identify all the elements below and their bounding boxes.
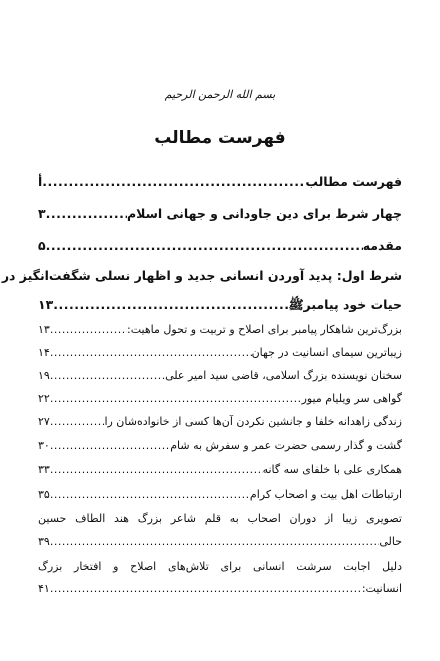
toc-entry-title: زندگی زاهدانه خلفا و جانشین نکردن آن‌ها کسی از خانواده‌شان را <box>104 415 402 428</box>
toc-entry-title: چهار شرط برای دین جاودانی و جهانی اسلام <box>126 206 402 221</box>
toc-entry-page: ۳۰ <box>38 439 50 452</box>
toc-entry[interactable] <box>38 297 402 316</box>
toc-subentry[interactable] <box>38 346 402 359</box>
leader-dots <box>46 238 363 253</box>
toc-entry-page: ۱۹ <box>38 369 50 382</box>
toc-entry-page: ۳۹ <box>38 535 50 548</box>
page-title: فهرست مطالب <box>154 128 286 148</box>
toc-entry-title: زیباترین سیمای انسانیت در جهان <box>251 346 402 359</box>
leader-dots <box>50 463 263 476</box>
leader-dots <box>50 439 170 452</box>
leader-dots <box>53 297 288 312</box>
toc-entry-page: ۱۳ <box>38 297 54 312</box>
toc-entry-page: أ <box>38 174 43 189</box>
toc-entry-title: مقدمه <box>362 238 402 253</box>
leader-dots <box>50 369 165 382</box>
toc-entry-page: ۳۳ <box>38 463 50 476</box>
toc-subentry[interactable] <box>38 369 402 382</box>
toc-entry[interactable] <box>38 238 402 253</box>
toc-entry-page: ۳ <box>38 206 46 221</box>
toc-entry-page: ۲۷ <box>38 415 50 428</box>
toc-entry-title: همکاری علی با خلفای سه گانه <box>262 463 402 476</box>
toc-subentry[interactable] <box>38 582 402 595</box>
toc-entry-page: ۵ <box>38 238 46 253</box>
toc-entry-title: حیات خود پیامبرﷺ <box>288 297 402 312</box>
leader-dots <box>50 392 302 405</box>
toc-subentry[interactable] <box>38 439 402 452</box>
leader-dots <box>50 323 127 336</box>
leader-dots <box>42 174 305 189</box>
toc-entry-title: بزرگ‌ترین شاهکار پیامبر برای اصلاح و تربیت و تحول ماهیت: <box>127 323 402 336</box>
toc-subentry[interactable] <box>38 488 402 501</box>
toc-entry-title: سخنان نویسنده بزرگ اسلامی، قاضی سید امیر علی <box>165 369 402 382</box>
leader-dots <box>50 346 252 359</box>
toc-entry[interactable] <box>38 206 402 221</box>
toc-subentry-first-line: تصویری زیبا از دوران اصحاب به قلم شاعر بزرگ هند الطاف حسین <box>38 512 402 525</box>
toc-entry-title: گشت و گذار رسمی حضرت عمر و سفرش به شام <box>170 439 402 452</box>
toc-entry-page: ۴۱ <box>38 582 50 595</box>
toc-entry-page: ۳۵ <box>38 488 50 501</box>
toc-entry-title: ارتباطات اهل بیت و اصحاب کرام <box>249 488 402 501</box>
toc-entry-first-line: شرط اول: پدید آوردن انسانی جدید و اظهار نسلی شگفت‌انگیز در <box>1 268 402 283</box>
toc-entry-page: ۲۲ <box>38 392 50 405</box>
leader-dots <box>46 206 127 221</box>
toc-subentry[interactable] <box>38 463 402 476</box>
leader-dots <box>50 582 362 595</box>
leader-dots <box>50 488 250 501</box>
toc-subentry[interactable] <box>38 392 402 405</box>
toc-entry-page: ۱۳ <box>38 323 50 336</box>
toc-subentry[interactable] <box>38 323 402 336</box>
toc-entry[interactable] <box>38 174 402 189</box>
toc-entry-title: گواهی سر ویلیام میور <box>301 392 402 405</box>
toc-entry-title: فهرست مطالب <box>305 174 402 189</box>
leader-dots <box>50 415 105 428</box>
toc-entry-page: ۱۴ <box>38 346 50 359</box>
toc-entry-title: حالی <box>379 535 402 548</box>
leader-dots <box>50 535 380 548</box>
toc-subentry-first-line: دلیل اجابت سرشت انسانی برای تلاش‌های اصلاح و افتخار بزرگ <box>38 560 402 573</box>
toc-subentry[interactable] <box>38 415 402 428</box>
toc-subentry[interactable] <box>38 535 402 548</box>
basmala-header: بسم الله الرحمن الرحیم <box>164 88 276 101</box>
toc-entry-title: انسانیت: <box>361 582 402 595</box>
